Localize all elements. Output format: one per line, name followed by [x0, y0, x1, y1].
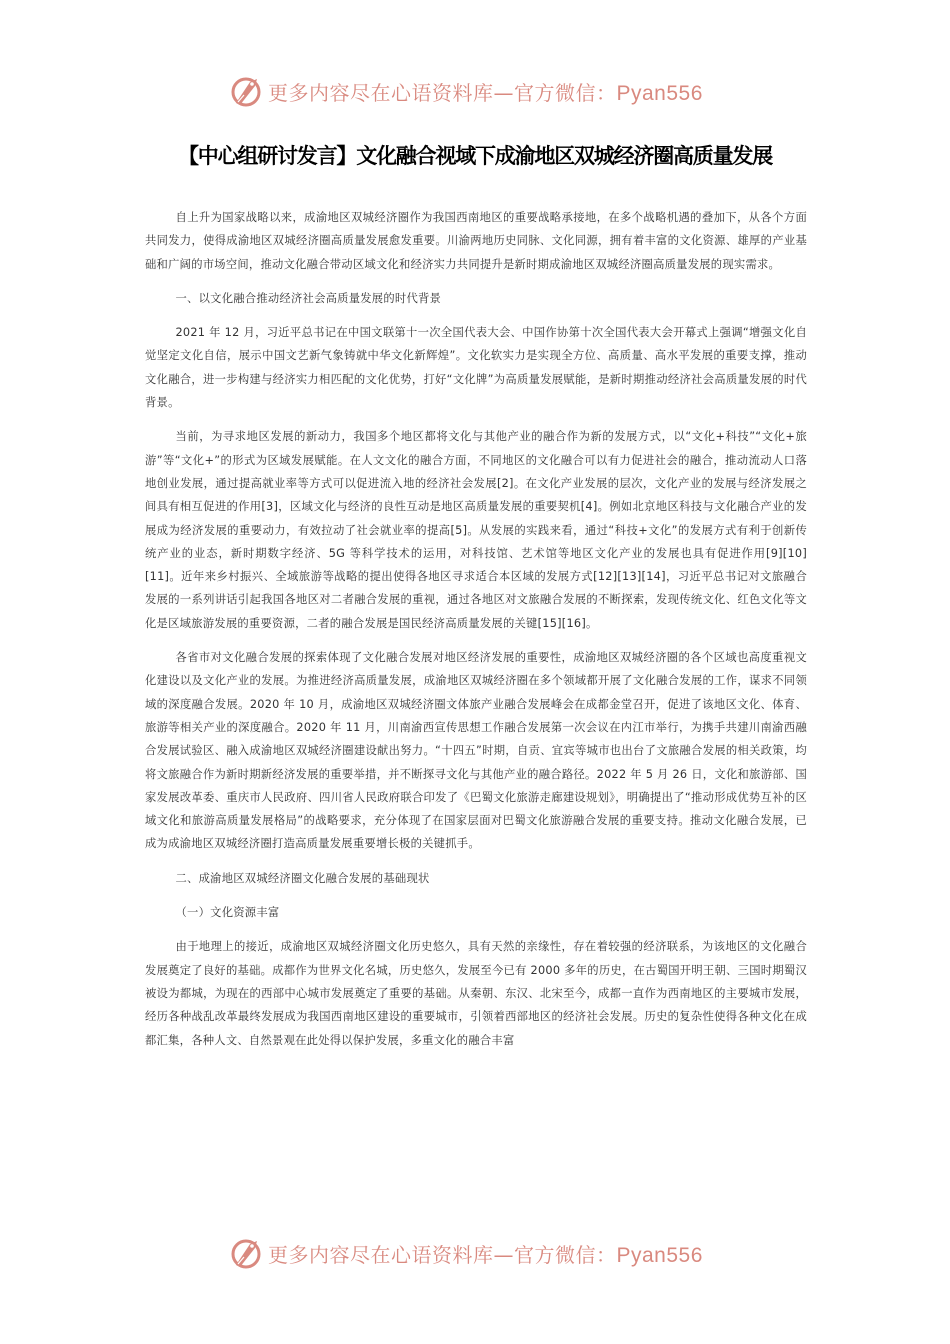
paragraph-intro: 自上升为国家战略以来，成渝地区双城经济圈作为我国西南地区的重要战略承接地，在多个战略机遇的叠加下，从各个方面共同发力，使得成渝地区双城经济圈高质量发展愈发重要。川渝两地历史同脉、文化同源，拥有着丰富的文化资源、雄厚的产业基础和广阔的市场空间，推动文化融合带动区域文化和经济实力共同提升是新时期成渝地区双城经济圈高质量发展的现实需求。: [145, 211, 807, 271]
footer-banner: [228, 1232, 748, 1274]
document-body: [145, 206, 807, 1063]
banner-text: 更多内容尽在心语资料库—官方微信：Pyan556: [268, 80, 703, 105]
banner-text: 更多内容尽在心语资料库—官方微信：Pyan556: [268, 1242, 703, 1267]
section-heading-1: 一、以文化融合推动经济社会高质量发展的时代背景: [175, 291, 442, 305]
paragraph-background: 2021 年 12 月，习近平总书记在中国文联第十一次全国代表大会、中国作协第十次全国代表大会开幕式上强调“增强文化自觉坚定文化自信，展示中国文艺新气象铸就中华文化新辉煌”。文化软实力是实现全方位、高质量、高水平发展的重要支撑，推动文化融合，进一步构建与经济实力相匹配的文化优势，打好“文化牌”为高质量发展赋能，是新时期推动经济社会高质量发展的时代背景。: [145, 326, 807, 410]
pen-nib-logo-icon: [228, 1235, 264, 1271]
paragraph-current: 当前，为寻求地区发展的新动力，我国多个地区都将文化与其他产业的融合作为新的发展方式，以“文化+科技”“文化+旅游”等“文化+”的形式为区域发展赋能。在人文文化的融合方面，不同地区的文化融合可以有力促进社会的融合，推动流动人口落地创业发展，通过提高就业率等方式可以促进流入地的经济社会发展[2]。在文化产业发展的层次，文化产业的发展与经济发展之间具有相互促进的作用[3]，区域文化与经济的良性互动是地区高质量发展的重要契机[4]。例如北京地区科技与文化融合产业的发展成为经济发展的重要动力，有效拉动了社会就业率的提高[5]。从发展的实践来看，通过“科技+文化”的发展方式有利于创新传统产业的业态，新时期数字经济、5G 等科学技术的运用，对科技馆、艺术馆等地区文化产业的发展也具有促进作用[9][10][11]。近年来乡村振兴、全域旅游等战略的提出使得各地区寻求适合本区域的发展方式[12][13][14]，习近平总书记对文旅融合发展的一系列讲话引起我国各地区对二者融合发展的重视，通过各地区对文旅融合发展的不断探索，发现传统文化、红色文化等文化是区域旅游发展的重要资源，二者的融合发展是国民经济高质量发展的关键[15][16]。: [145, 430, 807, 630]
page-title: 【中心组研讨发言】文化融合视域下成渝地区双城经济圈高质量发展: [178, 144, 772, 168]
section-heading-2: 二、成渝地区双城经济圈文化融合发展的基础现状: [175, 871, 430, 885]
subsection-heading-1: （一）文化资源丰富: [175, 906, 280, 920]
pen-nib-logo-icon: [228, 73, 264, 109]
paragraph-geography: 由于地理上的接近，成渝地区双城经济圈文化历史悠久，具有天然的亲缘性，存在着较强的经济联系，为该地区的文化融合发展奠定了良好的基础。成都作为世界文化名城，历史悠久，发展至今已有 2000 多年的历史，在古蜀国开明王朝、三国时期蜀汉被设为都城，为现在的西部中心城市发展奠定了重要的基础。从秦朝、东汉、北宋至今，成都一直作为西南地区的主要城市发展，经历各种战乱改革最终发展成为我国西南地区建设的重要城市，引领着西部地区的经济社会发展。历史的复杂性使得各种文化在成都汇集，各种人文、自然景观在此处得以保护发展，多重文化的融合丰富: [145, 940, 807, 1047]
header-banner: [228, 70, 748, 112]
paragraph-provinces: 各省市对文化融合发展的探索体现了文化融合发展对地区经济发展的重要性，成渝地区双城经济圈的各个区域也高度重视文化建设以及文化产业的发展。为推进经济高质量发展，成渝地区双城经济圈在多个领域都开展了文化融合发展的工作，谋求不同领域的深度融合发展。2020 年 10 月，成渝地区双城经济圈文体旅产业融合发展峰会在成都金堂召开，促进了该地区文化、体育、旅游等相关产业的深度融合。2020 年 11 月，川南渝西宣传思想工作融合发展第一次会议在内江市举行，为携手共建川南渝西融合发展试验区、融入成渝地区双城经济圈建设献出努力。“十四五”时期，自贡、宜宾等城市也出台了文旅融合发展的相关政策，均将文旅融合作为新时期新经济发展的重要举措，并不断探寻文化与其他产业的融合路径。2022 年 5 月 26 日，文化和旅游部、国家发展改革委、重庆市人民政府、四川省人民政府联合印发了《巴蜀文化旅游走廊建设规划》，明确提出了“推动形成优势互补的区域文化和旅游高质量发展格局”的战略要求，充分体现了在国家层面对巴蜀文化旅游融合发展的重要支持。推动文化融合发展，已成为成渝地区双城经济圈打造高质量发展重要增长极的关键抓手。: [145, 651, 807, 851]
